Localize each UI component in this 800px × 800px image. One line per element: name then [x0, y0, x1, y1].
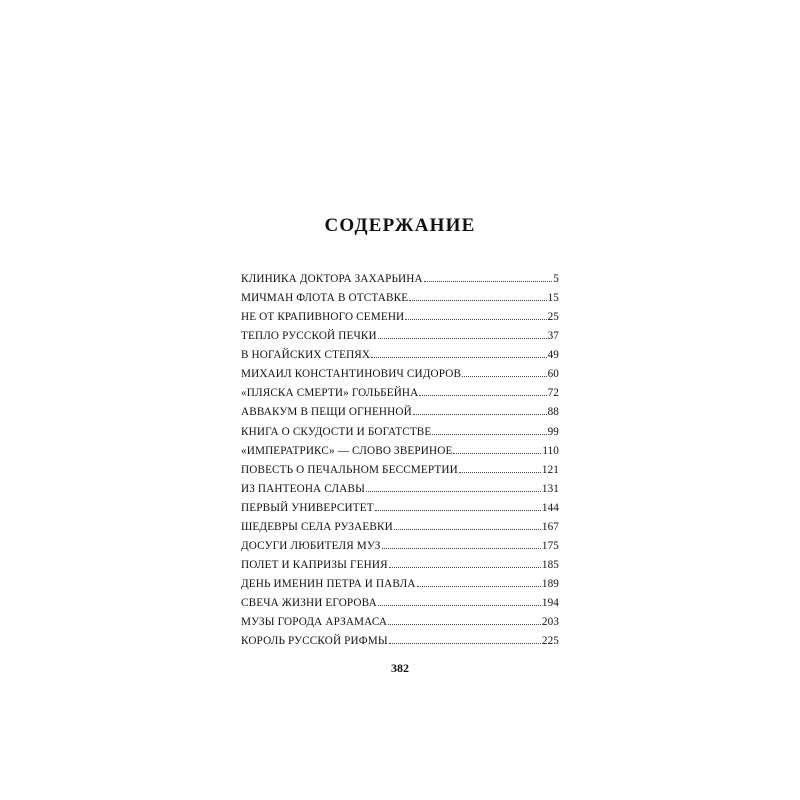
toc-entry-title: ДОСУГИ ЛЮБИТЕЛЯ МУЗ [241, 539, 381, 552]
toc-entry-title: ТЕПЛО РУССКОЙ ПЕЧКИ [241, 330, 377, 343]
toc-entry-page-number: 121 [541, 463, 559, 476]
toc-entry-page-number: 203 [541, 616, 559, 629]
toc-entry [241, 518, 559, 537]
dot-leader [459, 471, 541, 473]
dot-leader [389, 642, 541, 644]
dot-leader [366, 490, 541, 492]
toc-entry [241, 556, 559, 575]
toc-entry [241, 384, 559, 403]
toc-entry-title: МИЧМАН ФЛОТА В ОТСТАВКЕ [241, 292, 409, 305]
dot-leader [394, 528, 541, 530]
toc-entry-page-number: 185 [541, 558, 559, 571]
toc-entry-title: МИХАИЛ КОНСТАНТИНОВИЧ СИДОРОВ [241, 368, 462, 381]
toc-entry-page-number: 5 [553, 273, 559, 285]
toc-entry-page-number: 99 [547, 425, 559, 438]
toc-entry-title: НЕ ОТ КРАПИВНОГО СЕМЕНИ [241, 311, 405, 324]
toc-entry-page-number: 167 [541, 520, 559, 533]
toc-entry-title: ПОЛЕТ И КАПРИЗЫ ГЕНИЯ [241, 558, 388, 571]
toc-entry [241, 289, 559, 308]
toc-entry-page-number: 60 [547, 368, 559, 381]
toc-entry-page-number: 194 [541, 597, 559, 610]
toc-entry-page-number: 15 [547, 292, 559, 305]
toc-entry-title: ПЕРВЫЙ УНИВЕРСИТЕТ [241, 501, 374, 514]
toc-entry-title: «ПЛЯСКА СМЕРТИ» ГОЛЬБЕЙНА [241, 387, 419, 400]
dot-leader [382, 547, 541, 549]
dot-leader [424, 280, 553, 282]
dot-leader [409, 299, 546, 301]
toc-entry-page-number: 49 [547, 349, 559, 362]
dot-leader [462, 375, 547, 377]
dot-leader [432, 433, 546, 435]
toc-entry [241, 327, 559, 346]
dot-leader [419, 394, 546, 396]
toc-entry [241, 442, 559, 461]
toc-entry-title: МУЗЫ ГОРОДА АРЗАМАСА [241, 616, 388, 629]
toc-entry-page-number: 110 [542, 444, 559, 457]
dot-leader [405, 318, 546, 320]
toc-entry-page-number: 88 [547, 406, 559, 419]
dot-leader [453, 452, 541, 454]
toc-entry-title: ПОВЕСТЬ О ПЕЧАЛЬНОМ БЕССМЕРТИИ [241, 463, 458, 476]
toc-entry [241, 480, 559, 499]
toc-entry-title: «ИМПЕРАТРИКС» — СЛОВО ЗВЕРИНОЕ [241, 444, 453, 457]
toc-entry [241, 537, 559, 556]
toc-entry-page-number: 225 [541, 635, 559, 648]
toc-entry [241, 270, 559, 289]
toc-entry [241, 575, 559, 594]
page-number: 382 [391, 661, 409, 675]
toc-entry [241, 403, 559, 422]
toc-entry-page-number: 37 [547, 330, 559, 343]
dot-leader [378, 604, 541, 606]
toc-entry-title: ШЕДЕВРЫ СЕЛА РУЗАЕВКИ [241, 520, 393, 533]
toc-entry [241, 308, 559, 327]
toc-entry-title: АВВАКУМ В ПЕЩИ ОГНЕННОЙ [241, 406, 412, 419]
dot-leader [375, 509, 541, 511]
toc-entry-title: КНИГА О СКУДОСТИ И БОГАТСТВЕ [241, 425, 432, 438]
toc-entry-title: ДЕНЬ ИМЕНИН ПЕТРА И ПАВЛА [241, 578, 416, 590]
toc-entry-title: В НОГАЙСКИХ СТЕПЯХ [241, 349, 371, 362]
dot-leader [388, 623, 541, 625]
toc-entry-title: КЛИНИКА ДОКТОРА ЗАХАРЬИНА [241, 273, 423, 285]
toc-entry [241, 365, 559, 384]
toc-entry-title: ИЗ ПАНТЕОНА СЛАВЫ [241, 482, 366, 495]
dot-leader [371, 356, 546, 358]
toc-entry [241, 461, 559, 480]
dot-leader [413, 413, 547, 415]
toc-entry [241, 594, 559, 613]
toc-entry [241, 346, 559, 365]
toc-entry-page-number: 72 [547, 387, 559, 400]
toc-entry-page-number: 25 [547, 311, 559, 324]
toc-entry [241, 499, 559, 518]
toc-entry [241, 613, 559, 632]
toc-entry [241, 423, 559, 442]
dot-leader [417, 585, 541, 587]
toc-entry-page-number: 189 [541, 578, 559, 590]
table-of-contents [241, 270, 559, 651]
dot-leader [378, 337, 547, 339]
toc-entry-page-number: 175 [541, 539, 559, 552]
toc-entry-title: КОРОЛЬ РУССКОЙ РИФМЫ [241, 635, 388, 648]
toc-entry-page-number: 144 [541, 501, 559, 514]
toc-entry [241, 632, 559, 651]
toc-entry-page-number: 131 [541, 482, 559, 495]
dot-leader [389, 566, 541, 568]
toc-entry-title: СВЕЧА ЖИЗНИ ЕГОРОВА [241, 597, 377, 610]
page-title: СОДЕРЖАНИЕ [324, 215, 476, 236]
